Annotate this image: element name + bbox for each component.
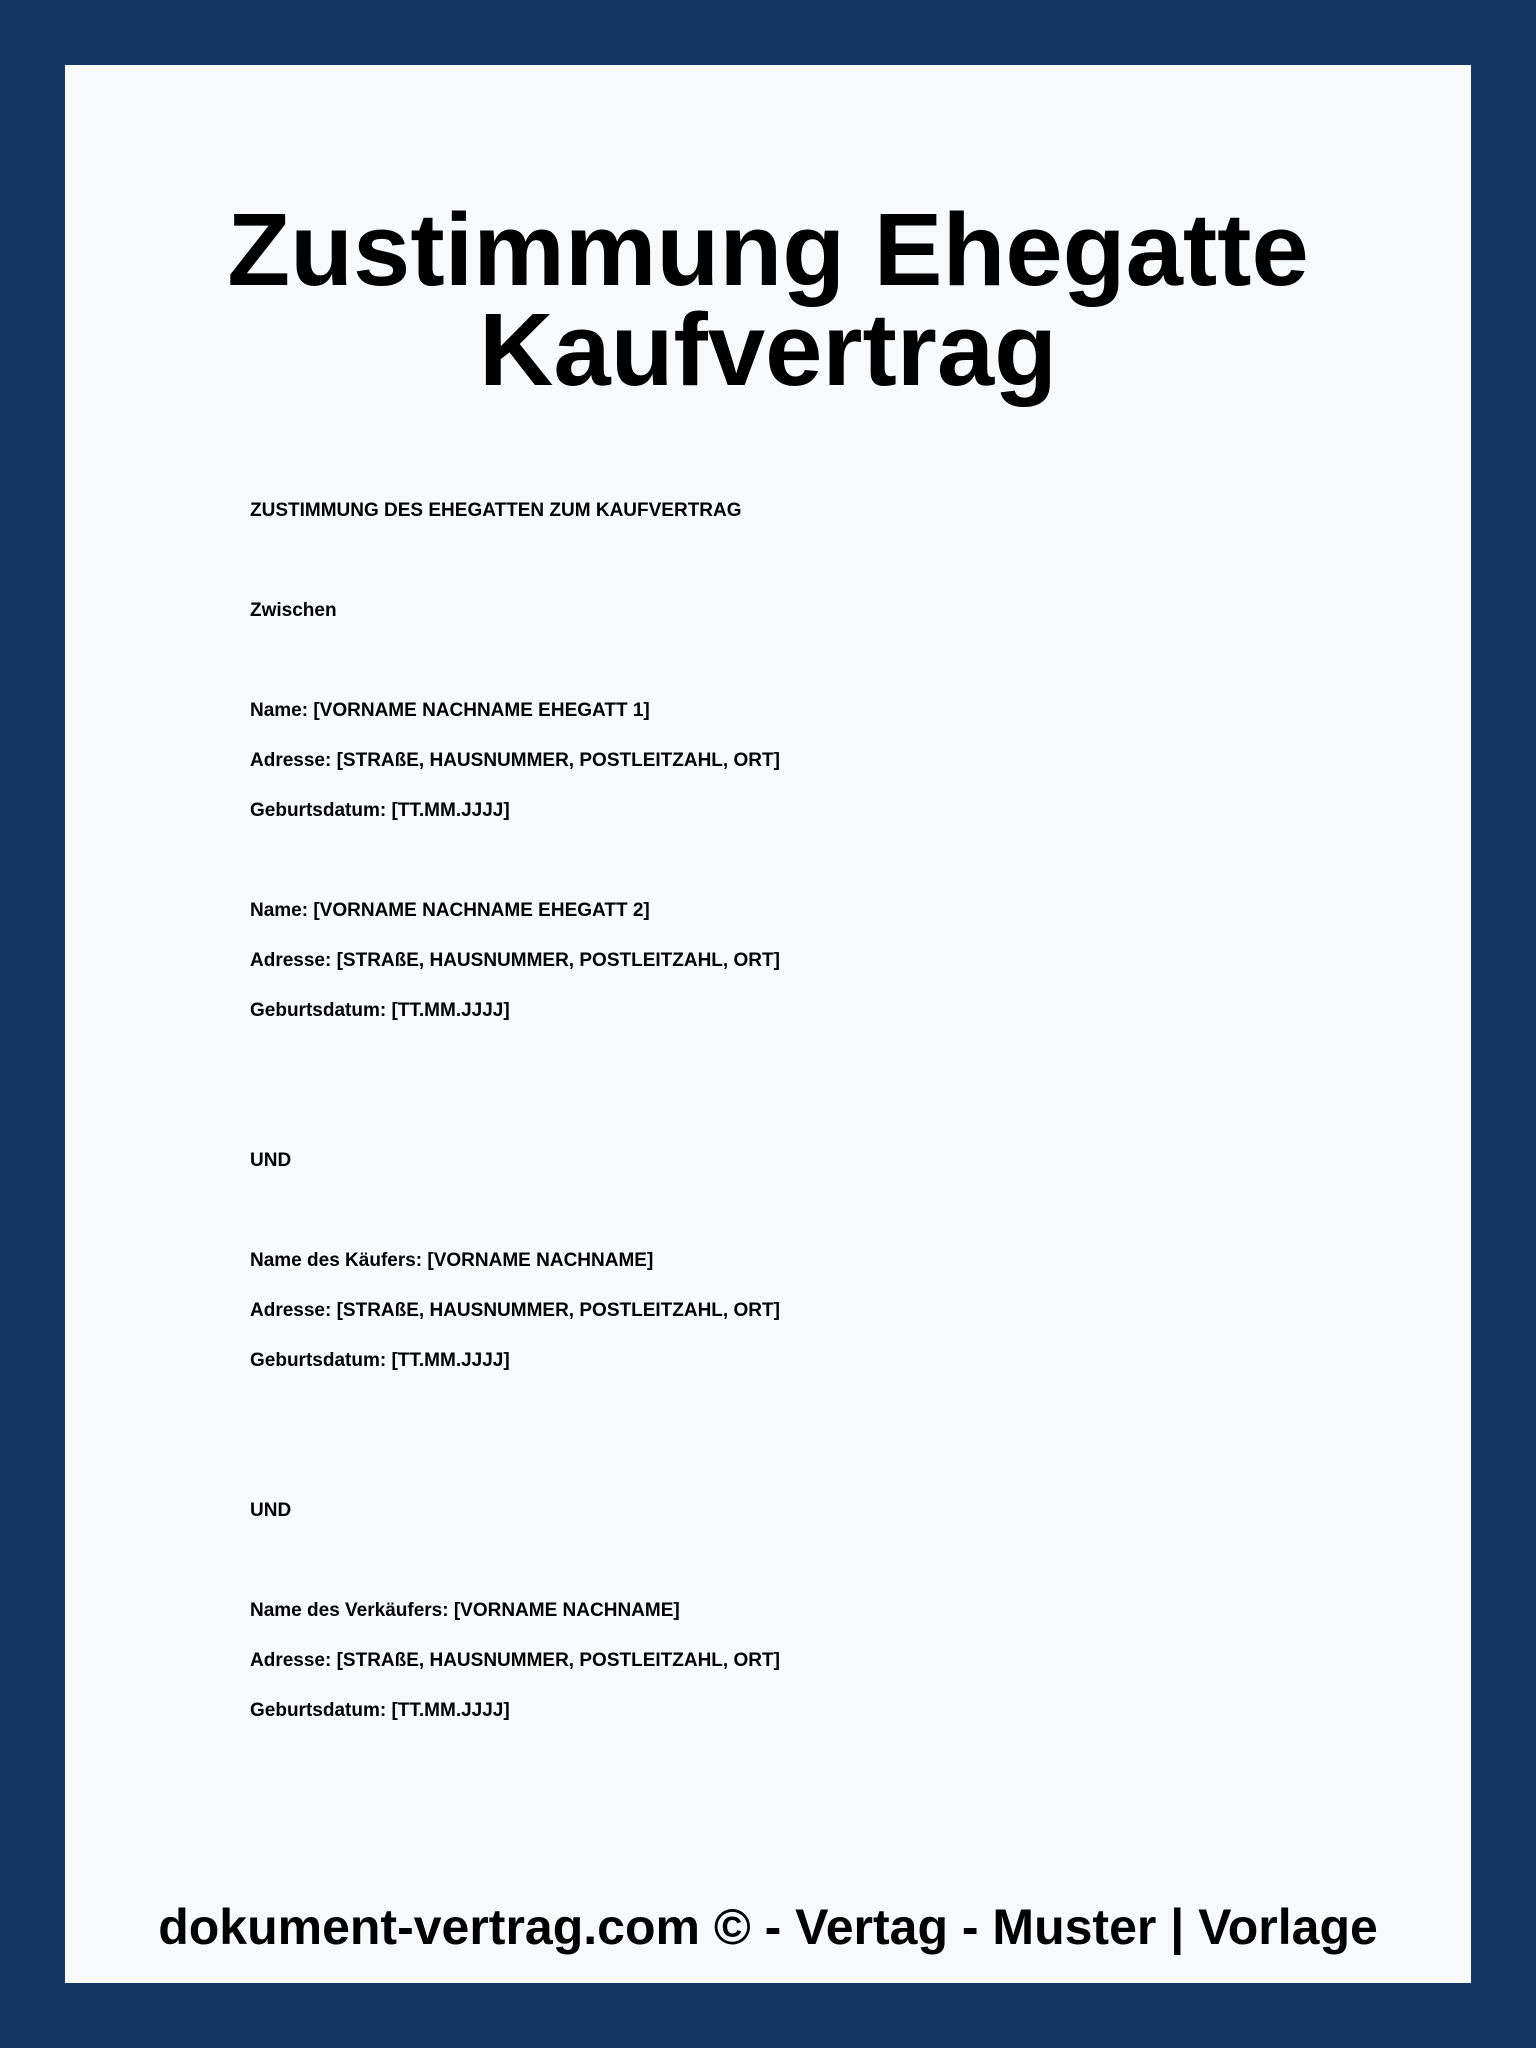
buyer-birthdate: Geburtsdatum: [TT.MM.JJJJ] [250,1350,510,1371]
seller-address: Adresse: [STRAßE, HAUSNUMMER, POSTLEITZAHL, ORT] [250,1650,780,1671]
buyer-address: Adresse: [STRAßE, HAUSNUMMER, POSTLEITZAHL, ORT] [250,1300,780,1321]
document-page [65,65,1471,1983]
footer-watermark: dokument-vertrag.com © - Vertag - Muster | Vorlage [158,1899,1378,1955]
title-line-2: Kaufvertrag [478,292,1058,407]
spouse1-address: Adresse: [STRAßE, HAUSNUMMER, POSTLEITZAHL, ORT] [250,750,780,771]
spouse2-birthdate: Geburtsdatum: [TT.MM.JJJJ] [250,1000,510,1021]
buyer-name: Name des Käufers: [VORNAME NACHNAME] [250,1250,654,1271]
connector-und-1: UND [250,1150,292,1171]
document-heading: ZUSTIMMUNG DES EHEGATTEN ZUM KAUFVERTRAG [250,500,742,521]
document-title [65,192,1471,407]
spouse2-address: Adresse: [STRAßE, HAUSNUMMER, POSTLEITZAHL, ORT] [250,950,780,971]
title-line-1: Zustimmung Ehegatte [227,192,1309,307]
spouse2-name: Name: [VORNAME NACHNAME EHEGATT 2] [250,900,650,921]
connector-und-2: UND [250,1500,292,1521]
spouse1-name: Name: [VORNAME NACHNAME EHEGATT 1] [250,700,650,721]
spouse1-birthdate: Geburtsdatum: [TT.MM.JJJJ] [250,800,510,821]
seller-birthdate: Geburtsdatum: [TT.MM.JJJJ] [250,1700,510,1721]
seller-name: Name des Verkäufers: [VORNAME NACHNAME] [250,1600,680,1621]
intro-text: Zwischen [250,600,337,621]
